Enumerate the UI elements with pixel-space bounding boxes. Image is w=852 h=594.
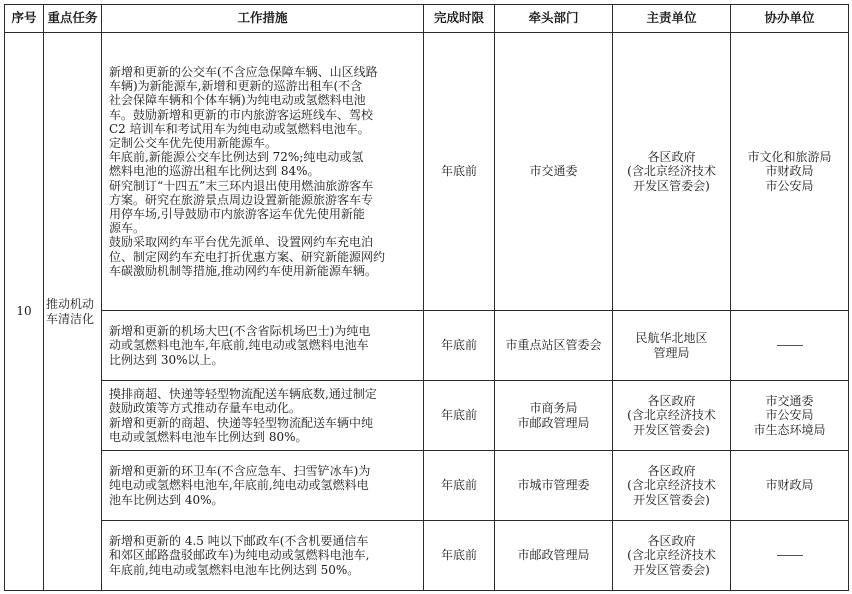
- table-body: [5, 33, 849, 591]
- assist-unit-cell: [731, 311, 849, 381]
- key-task-line: 推动机动: [46, 297, 95, 312]
- measure-line: 燃料电池的巡游出租车比例达到 84%。: [109, 164, 320, 179]
- table-row: [5, 451, 849, 521]
- main-unit-line: (含北京经济技术: [627, 164, 716, 179]
- main-unit-line: (含北京经济技术: [627, 478, 716, 493]
- measure-line: 研究制订“十四五”末三环内退出使用燃油旅游客车: [109, 178, 374, 193]
- deadline-cell: [424, 521, 495, 591]
- deadline-text: 年底前: [440, 548, 477, 563]
- measure-line: 年底前,新能源公交车比例达到 72%;纯电动或氢: [109, 150, 364, 165]
- main-unit-line: (含北京经济技术: [627, 408, 716, 423]
- main-unit-line: 各区政府: [647, 150, 696, 165]
- key-task-line: 车清洁化: [46, 311, 95, 326]
- measure-line: 新增和更新的 4.5 吨以下邮政车(不含机要通信车: [109, 534, 369, 549]
- measure-line: 新增和更新的环卫车(不含应急车、扫雪铲冰车)为: [109, 464, 371, 479]
- key-task-cell: [44, 33, 102, 591]
- main-unit-line: 管理局: [653, 345, 690, 360]
- main-unit-cell: [613, 311, 731, 381]
- main-unit-cell: [613, 451, 731, 521]
- deadline-cell: [424, 311, 495, 381]
- measure-line: 池车比例达到 40%。: [109, 492, 224, 507]
- assist-unit-cell: [731, 381, 849, 451]
- empty-dash: [777, 345, 803, 346]
- deadline-text: 年底前: [440, 164, 477, 179]
- table-row: [5, 381, 849, 451]
- main-unit-line: 民航华北地区: [635, 331, 708, 346]
- measure-line: 鼓励采取网约车平台优先派单、设置网约车充电泊: [109, 235, 374, 250]
- assist-unit-line: 市交通委: [765, 394, 814, 409]
- deadline-text: 年底前: [440, 478, 477, 493]
- assist-unit-line: 市公安局: [765, 408, 814, 423]
- measure-line: 纯电动或氢燃料电池车,年底前,纯电动或氢燃料电: [109, 478, 369, 493]
- measure-line: 比例达到 30%以上。: [109, 352, 224, 367]
- table-row: [5, 33, 849, 311]
- header-lead-department: 牵头部门: [495, 5, 613, 33]
- measures-cell: [102, 381, 424, 451]
- measure-line: 车碳激励机制等措施,推动网约车使用新能源车辆。: [109, 263, 377, 278]
- measures-cell: [102, 33, 424, 311]
- header-main-unit: 主责单位: [613, 5, 731, 33]
- measure-line: 车。鼓励新增和更新的市内旅游客运班线车、驾校: [109, 107, 374, 122]
- measures-cell: [102, 521, 424, 591]
- lead-department-cell: [495, 381, 613, 451]
- main-unit-line: 开发区管委会): [633, 178, 710, 193]
- measure-line: 新增和更新的公交车(不含应急保障车辆、山区线路: [109, 64, 378, 79]
- assist-unit-line: 市财政局: [765, 478, 814, 493]
- header-deadline: 完成时限: [424, 5, 495, 33]
- assist-unit-line: 市文化和旅游局: [747, 150, 832, 165]
- measure-line: 摸排商超、快递等轻型物流配送车辆底数,通过制定: [109, 387, 377, 402]
- table-row: [5, 311, 849, 381]
- lead-department-line: 市城市管理委: [517, 478, 590, 493]
- measure-line: 动或氢燃料电池车,年底前,纯电动或氢燃料电池车: [109, 338, 369, 353]
- measures-table: [4, 4, 849, 591]
- main-unit-line: 开发区管委会): [633, 562, 710, 577]
- measure-line: 和郊区邮路盘驳邮政车)为纯电动或氢燃料电池车,: [109, 548, 370, 563]
- main-unit-cell: [613, 33, 731, 311]
- lead-department-cell: [495, 521, 613, 591]
- assist-unit-line: 市公安局: [765, 178, 814, 193]
- row-number-cell: [5, 33, 44, 591]
- deadline-text: 年底前: [440, 408, 477, 423]
- measure-line: 方案。研究在旅游景点周边设置新能源旅游客车专: [109, 192, 374, 207]
- measure-line: 定制公交车优先使用新能源车。: [109, 135, 278, 150]
- assist-unit-cell: [731, 451, 849, 521]
- lead-department-cell: [495, 311, 613, 381]
- main-unit-line: 各区政府: [647, 534, 696, 549]
- main-unit-line: 开发区管委会): [633, 422, 710, 437]
- lead-department-line: 市交通委: [529, 164, 578, 179]
- main-unit-line: 各区政府: [647, 394, 696, 409]
- header-number: 序号: [5, 5, 44, 33]
- table-row: [5, 521, 849, 591]
- deadline-cell: [424, 33, 495, 311]
- measure-line: 位、制定网约车充电打折优惠方案、研究新能源网约: [109, 249, 386, 264]
- header-row: [5, 5, 849, 33]
- lead-department-line: 市邮政管理局: [517, 548, 590, 563]
- measure-line: 新增和更新的机场大巴(不含省际机场巴士)为纯电: [109, 324, 371, 339]
- header-measures: 工作措施: [102, 5, 424, 33]
- measure-line: 新增和更新的商超、快递等轻型物流配送车辆中纯: [109, 415, 374, 430]
- deadline-text: 年底前: [440, 338, 477, 353]
- measure-line: C2 培训车和考试用车为纯电动或氢燃料电池车。: [109, 121, 370, 136]
- assist-unit-line: 市生态环境局: [753, 422, 826, 437]
- lead-department-line: 市商务局: [529, 401, 578, 416]
- lead-department-line: 市重点站区管委会: [505, 338, 602, 353]
- measure-line: 源车。: [109, 221, 146, 236]
- measures-cell: [102, 451, 424, 521]
- row-number: 10: [16, 304, 32, 319]
- main-unit-cell: [613, 381, 731, 451]
- measures-cell: [102, 311, 424, 381]
- measure-line: 车辆)为新能源车,新增和更新的巡游出租车(不含: [109, 79, 363, 94]
- assist-unit-line: 市财政局: [765, 164, 814, 179]
- lead-department-line: 市邮政管理局: [517, 415, 590, 430]
- assist-unit-cell: [731, 33, 849, 311]
- measure-line: 年底前,纯电动或氢燃料电池车比例达到 50%。: [109, 562, 360, 577]
- header-assist-unit: 协办单位: [731, 5, 849, 33]
- measure-line: 社会保障车辆和个体车辆)为纯电动或氢燃料电池: [109, 93, 366, 108]
- main-unit-cell: [613, 521, 731, 591]
- measure-line: 用停车场,引导鼓励市内旅游客运车优先使用新能: [109, 207, 365, 221]
- main-unit-line: (含北京经济技术: [627, 548, 716, 563]
- lead-department-cell: [495, 33, 613, 311]
- deadline-cell: [424, 451, 495, 521]
- measure-line: 电动或氢燃料电池车比例达到 80%。: [109, 429, 308, 444]
- assist-unit-cell: [731, 521, 849, 591]
- main-unit-line: 开发区管委会): [633, 492, 710, 507]
- lead-department-cell: [495, 451, 613, 521]
- deadline-cell: [424, 381, 495, 451]
- main-unit-line: 各区政府: [647, 464, 696, 479]
- header-task: 重点任务: [44, 5, 102, 33]
- empty-dash: [777, 555, 803, 556]
- measure-line: 鼓励政策等方式推动存量车电动化。: [109, 401, 302, 416]
